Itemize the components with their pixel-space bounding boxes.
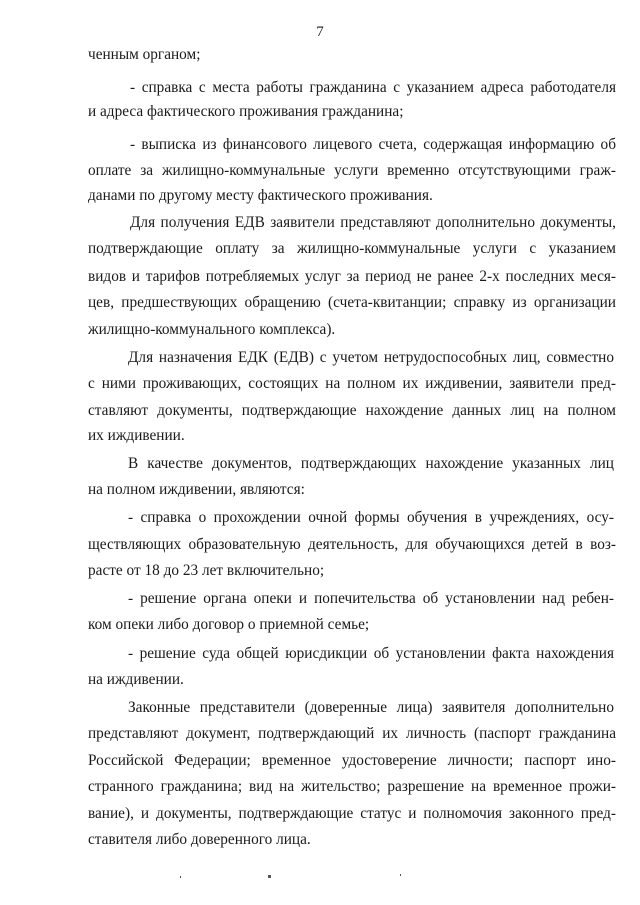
text-line: цев, предшествующих обращению (счета-квитанции; справку из организации (88, 294, 616, 311)
text-line: ком опеки либо договор о приемной семье; (88, 616, 370, 633)
text-line: ставителя либо доверенного лица. (88, 831, 311, 848)
text-line: расте от 18 до 23 лет включительно; (88, 562, 325, 579)
text-line: Законные представители (доверенные лица) заявителя дополнительно (128, 699, 614, 716)
text-line: Для получения ЕДВ заявители представляют дополнительно документы, (130, 214, 616, 231)
text-line: Российской Федерации; временное удостоверение личности; паспорт ино- (88, 752, 616, 769)
text-line: Для назначения ЕДК (ЕДВ) с учетом нетрудоспособных лиц, совместно (128, 349, 614, 366)
text-line: видов и тарифов потребляемых услуг за период не ранее 2-х последних меся- (88, 268, 616, 285)
scan-artifact (400, 874, 401, 876)
text-line: странного гражданина; вид на жительство; разрешение на временное прожи- (88, 778, 616, 795)
text-line: - справка с места работы гражданина с указанием адреса работодателя (130, 79, 616, 96)
text-line: представляют документ, подтверждающий их личность (паспорт гражданина (88, 725, 616, 742)
text-line: - решение суда общей юрисдикции об установлении факта нахождения (128, 645, 614, 662)
scan-artifact (180, 876, 181, 878)
page-number: 7 (316, 24, 324, 40)
text-line: на иждивении. (88, 671, 184, 688)
text-line: их иждивении. (88, 427, 185, 444)
text-line: В качестве документов, подтверждающих нахождение указанных лиц (128, 455, 614, 472)
text-line: и адреса фактического проживания гражданина; (88, 103, 404, 120)
text-line: - справка о прохождении очной формы обучения в учреждениях, осу- (128, 509, 614, 526)
text-line: данами по другому месту фактического проживания. (88, 187, 433, 204)
text-line: - выписка из финансового лицевого счета, содержащая информацию об (130, 136, 616, 153)
text-line: ченным органом; (88, 46, 201, 63)
text-line: на полном иждивении, являются: (88, 481, 305, 498)
text-line: подтверждающие оплату за жилищно-коммунальные услуги с указанием (88, 240, 616, 257)
text-line: оплате за жилищно-коммунальные услуги временно отсутствующими граж- (88, 162, 616, 179)
text-line: ставляют документы, подтверждающие нахождение данных лиц на полном (88, 402, 616, 419)
text-line: - решение органа опеки и попечительства об установлении над ребен- (128, 590, 614, 607)
scan-artifact (268, 875, 271, 878)
text-line: с ними проживающих, состоящих на полном их иждивении, заявители пред- (88, 375, 616, 392)
text-line: вание), и документы, подтверждающие статус и полномочия законного пред- (88, 805, 616, 822)
text-line: ществляющих образовательную деятельность, для обучающихся детей в воз- (88, 536, 616, 553)
text-line: жилищно-коммунального комплекса). (88, 321, 336, 338)
